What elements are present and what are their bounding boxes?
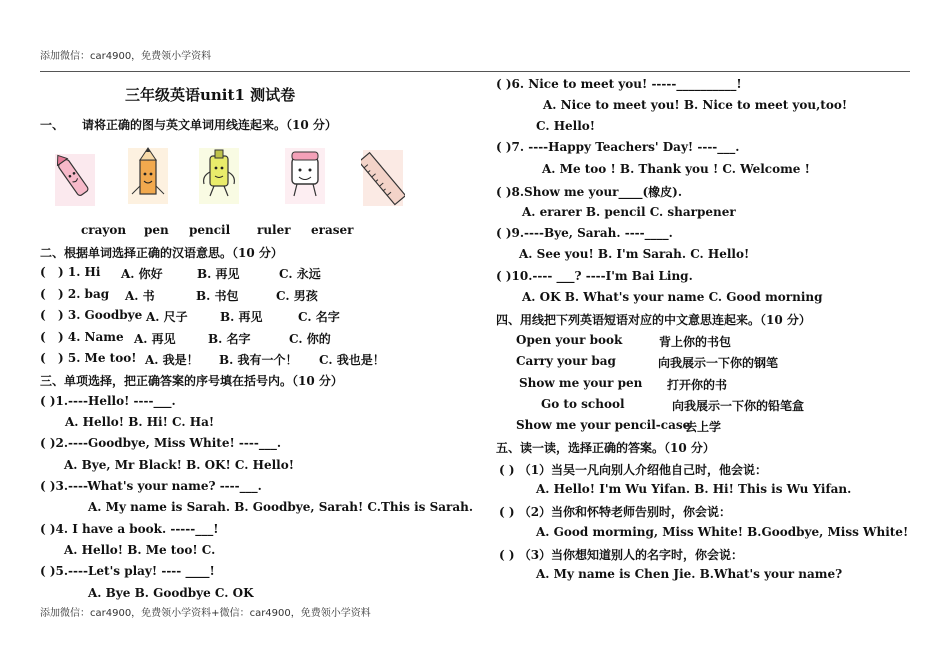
s2-q4-bracket[interactable]: ( [40, 330, 46, 344]
s2-q1-word: ) 1. Hi [58, 265, 101, 279]
s3-q2-options: A. Bye, Mr Black! B. OK! C. Hello! [64, 458, 294, 472]
word-crayon: crayon [81, 223, 127, 237]
section5-heading: 五、读一读，选择正确的答案。（10 分） [496, 441, 715, 455]
s2-q1-option-c: C. 永远 [279, 267, 321, 281]
s2-q1-bracket[interactable]: ( [40, 265, 46, 279]
s2-q4-option-a: A. 再见 [134, 332, 176, 346]
s3-q8[interactable]: ( )8.Show me your____(橡皮). [496, 185, 683, 199]
s3-q3[interactable]: ( )3.----What's your name? ----___. [40, 479, 262, 493]
s2-q5-option-b: B. 我有一个！ [219, 353, 298, 367]
section1-number: 一、 [40, 118, 65, 132]
s3-q2[interactable]: ( )2.----Goodbye, Miss White! ----___. [40, 436, 281, 450]
s5-q2-options: A. Good morming, Miss White! B.Goodbye, Miss White! [536, 525, 909, 539]
s4-english-1[interactable]: Open your book [516, 333, 623, 347]
s4-english-3[interactable]: Show me your pen [519, 376, 643, 390]
footer-note: 添加微信：car4900，免费领小学资料+微信：car4900，免费领小学资料 [40, 608, 371, 619]
s3-q8-options: A. erarer B. pencil C. sharpener [522, 205, 736, 219]
word-ruler: ruler [257, 223, 291, 237]
ruler-picture [361, 148, 405, 208]
s2-q4-word: ) 4. Name [58, 330, 124, 344]
s3-q3-options: A. My name is Sarah. B. Goodbye, Sarah! C.This is Sarah. [88, 500, 474, 514]
s3-q1-options: A. Hello! B. Hi! C. Ha! [65, 415, 215, 429]
s2-q3-word: ) 3. Goodbye [58, 308, 143, 322]
s4-chinese-2[interactable]: 向我展示一下你的钢笔 [658, 356, 779, 370]
crayon-picture [53, 150, 97, 210]
word-pencil: pencil [189, 223, 231, 237]
s3-q5-options: A. Bye B. Goodbye C. OK [88, 586, 254, 600]
s4-english-4[interactable]: Go to school [541, 397, 625, 411]
s5-q2[interactable]: ( ) （2）当你和怀特老师告别时，你会说： [499, 505, 732, 519]
s2-q2-option-b: B. 书包 [196, 289, 239, 303]
word-eraser: eraser [311, 223, 354, 237]
s2-q1-option-a: A. 你好 [121, 267, 163, 281]
s2-q5-word: ) 5. Me too! [58, 351, 137, 365]
s3-q9-options: A. See you! B. I'm Sarah. C. Hello! [519, 247, 750, 261]
s2-q3-bracket[interactable]: ( [40, 308, 46, 322]
s3-q10[interactable]: ( )10.---- ___? ----I'm Bai Ling. [496, 269, 693, 283]
s3-q1[interactable]: ( )1.----Hello! ----___. [40, 394, 176, 408]
s2-q2-option-c: C. 男孩 [276, 289, 318, 303]
s4-english-2[interactable]: Carry your bag [516, 354, 616, 368]
s3-q6-option-c: C. Hello! [536, 119, 596, 133]
header-divider [40, 71, 910, 72]
s2-q2-option-a: A. 书 [125, 289, 155, 303]
s3-q10-options: A. OK B. What's your name C. Good morning [522, 290, 823, 304]
s3-q4-options: A. Hello! B. Me too! C. [64, 543, 216, 557]
section3-heading: 三、单项选择，把正确答案的序号填在括号内。（10 分） [40, 374, 343, 388]
s4-chinese-4[interactable]: 向我展示一下你的铅笔盒 [672, 399, 805, 413]
s2-q5-option-a: A. 我是！ [145, 353, 199, 367]
header-note: 添加微信：car4900，免费领小学资料 [40, 51, 212, 62]
s5-q1-options: A. Hello! I'm Wu Yifan. B. Hi! This is Wu Yifan. [536, 482, 852, 496]
s2-q5-bracket[interactable]: ( [40, 351, 46, 365]
s2-q5-option-c: C. 我也是！ [319, 353, 385, 367]
s2-q4-option-c: C. 你的 [289, 332, 331, 346]
page-title: 三年级英语unit1 测试卷 [125, 86, 296, 104]
word-pen: pen [144, 223, 169, 237]
s2-q4-option-b: B. 名字 [208, 332, 251, 346]
s2-q2-bracket[interactable]: ( [40, 287, 46, 301]
section2-heading: 二、根据单词选择正确的汉语意思。（10 分） [40, 246, 283, 260]
s3-q7[interactable]: ( )7. ----Happy Teachers' Day! ----___. [496, 140, 740, 154]
s3-q6[interactable]: ( )6. Nice to meet you! -----__________! [496, 77, 742, 91]
s3-q9[interactable]: ( )9.----Bye, Sarah. ----____. [496, 226, 673, 240]
s3-q7-options: A. Me too ! B. Thank you ! C. Welcome ! [542, 162, 810, 176]
s4-english-5[interactable]: Show me your pencil-case [516, 418, 691, 432]
section4-heading: 四、用线把下列英语短语对应的中文意思连起来。（10 分） [496, 313, 811, 327]
s4-chinese-3[interactable]: 打开你的书 [667, 378, 728, 392]
section1-heading: 请将正确的图与英文单词用线连起来。（10 分） [82, 118, 337, 132]
pencil-sharpener-picture [197, 146, 241, 206]
s5-q3[interactable]: ( ) （3）当你想知道别人的名字时，你会说： [499, 548, 744, 562]
s2-q1-option-b: B. 再见 [197, 267, 240, 281]
s3-q6-options: A. Nice to meet you! B. Nice to meet you,too! [543, 98, 848, 112]
s5-q3-options: A. My name is Chen Jie. B.What's your name? [536, 567, 843, 581]
s3-q4[interactable]: ( )4. I have a book. -----___! [40, 522, 219, 536]
s3-q5[interactable]: ( )5.----Let's play! ---- ____! [40, 564, 215, 578]
s2-q2-word: ) 2. bag [58, 287, 110, 301]
s2-q3-option-a: A. 尺子 [146, 310, 188, 324]
s4-chinese-5[interactable]: 去上学 [685, 420, 722, 434]
s2-q3-option-b: B. 再见 [220, 310, 263, 324]
pencil-picture [126, 146, 170, 206]
s4-chinese-1[interactable]: 背上你的书包 [659, 335, 732, 349]
s2-q3-option-c: C. 名字 [298, 310, 340, 324]
s5-q1[interactable]: ( ) （1）当吴一凡向别人介绍他自己时，他会说： [499, 463, 768, 477]
eraser-picture [283, 146, 327, 206]
